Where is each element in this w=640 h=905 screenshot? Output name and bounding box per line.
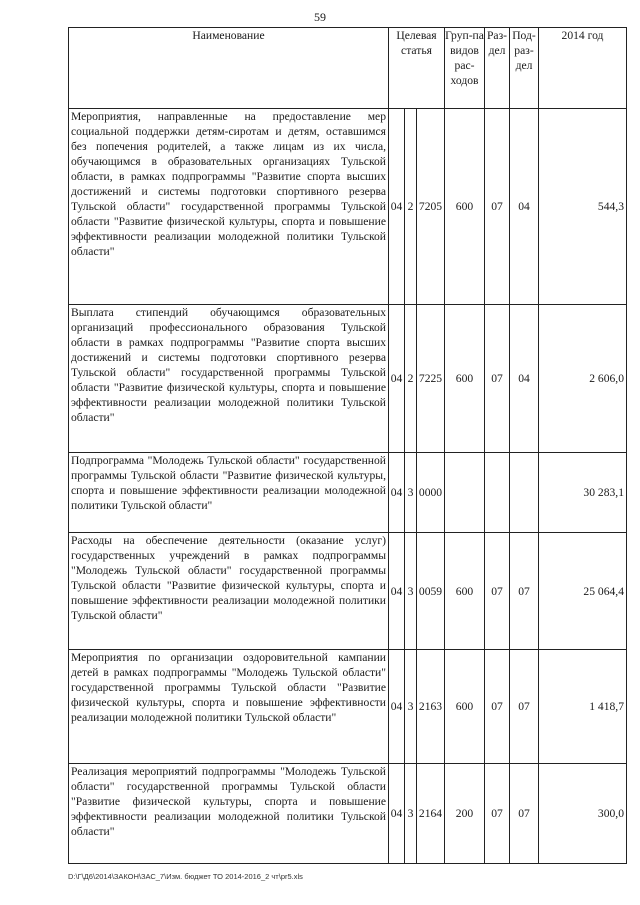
row-name: Реализация мероприятий подпрограммы "Молодежь Тульской области" государственной программы Тульской области "Развитие физической культуры, спорта и повышение эффективности реализации молодежной политики Тульской области" [69, 764, 389, 864]
expense-group: 600 [445, 650, 485, 764]
target-code-3: 2163 [417, 650, 445, 764]
section: 07 [485, 533, 510, 650]
target-code-1: 04 [389, 650, 405, 764]
row-name: Мероприятия по организации оздоровительной кампании детей в рамках подпрограммы "Молодежь Тульской области" государственной программы Тульской области "Развитие физической культуры, спорта и повышение эффективности реализации молодежной политики Тульской области" [69, 650, 389, 764]
amount: 2 606,0 [539, 305, 627, 453]
expense-group: 600 [445, 533, 485, 650]
subsection: 04 [510, 305, 539, 453]
amount: 1 418,7 [539, 650, 627, 764]
section: 07 [485, 109, 510, 305]
subsection [510, 453, 539, 533]
target-code-2: 2 [405, 305, 417, 453]
subsection: 07 [510, 650, 539, 764]
expense-group: 600 [445, 109, 485, 305]
row-name: Мероприятия, направленные на предоставление мер социальной поддержки детям-сиротам и детям, оставшимся без попечения родителей, а также лицам из их числа, обучающимся в образовательных организациях Тульской области, в рамках подпрограммы "Развитие спорта высших достижений и системы подготовки спортивного резерва Тульской области" государственной программы Тульской области "Развитие физической культуры, спорта и повышение эффективности реализации молодежной политики Тульской области" [69, 109, 389, 305]
table-row [69, 533, 627, 650]
amount: 25 064,4 [539, 533, 627, 650]
table-row [69, 650, 627, 764]
expense-group: 600 [445, 305, 485, 453]
header-year: 2014 год [539, 28, 627, 109]
expense-group: 200 [445, 764, 485, 864]
target-code-2: 2 [405, 109, 417, 305]
target-code-3: 7205 [417, 109, 445, 305]
section: 07 [485, 650, 510, 764]
target-code-3: 0000 [417, 453, 445, 533]
row-name: Расходы на обеспечение деятельности (оказание услуг) государственных учреждений в рамках подпрограммы "Молодежь Тульской области" государственной программы Тульской области "Развитие физической культуры, спорта и повышение эффективности реализации молодежной политики Тульской области" [69, 533, 389, 650]
subsection: 07 [510, 764, 539, 864]
row-name: Выплата стипендий обучающимся образовательных организаций профессионального образования Тульской области в рамках подпрограммы "Развитие спорта высших достижений и системы подготовки спортивного резерва Тульской области" государственной программы Тульской области "Развитие физической культуры, спорта и повышение эффективности реализации молодежной политики Тульской области" [69, 305, 389, 453]
header-target-article: Целевая статья [389, 28, 445, 109]
table-row [69, 109, 627, 305]
header-name: Наименование [69, 28, 389, 109]
target-code-1: 04 [389, 305, 405, 453]
target-code-1: 04 [389, 764, 405, 864]
file-path-footer: D:\Г\Д6\2014\ЗАКОН\ЗАС_7\Изм. бюджет ТО 2014-2016_2 чт\pr5.xls [68, 872, 303, 881]
expense-group [445, 453, 485, 533]
target-code-3: 0059 [417, 533, 445, 650]
target-code-3: 2164 [417, 764, 445, 864]
section: 07 [485, 305, 510, 453]
subsection: 04 [510, 109, 539, 305]
target-code-1: 04 [389, 533, 405, 650]
target-code-2: 3 [405, 533, 417, 650]
target-code-1: 04 [389, 453, 405, 533]
page-number: 59 [314, 10, 326, 24]
header-expense-group: Груп-па видов рас-ходов [445, 28, 485, 109]
header-subsection: Под-раз-дел [510, 28, 539, 109]
amount: 300,0 [539, 764, 627, 864]
target-code-1: 04 [389, 109, 405, 305]
table-row [69, 764, 627, 864]
target-code-2: 3 [405, 764, 417, 864]
subsection: 07 [510, 533, 539, 650]
amount: 30 283,1 [539, 453, 627, 533]
amount: 544,3 [539, 109, 627, 305]
section: 07 [485, 764, 510, 864]
row-name: Подпрограмма "Молодежь Тульской области" государственной программы Тульской области "Развитие физической культуры, спорта и повышение эффективности реализации молодежной политики Тульской области" [69, 453, 389, 533]
header-section: Раз-дел [485, 28, 510, 109]
target-code-2: 3 [405, 650, 417, 764]
budget-table [68, 27, 627, 864]
table-row [69, 453, 627, 533]
section [485, 453, 510, 533]
target-code-3: 7225 [417, 305, 445, 453]
table-row [69, 305, 627, 453]
target-code-2: 3 [405, 453, 417, 533]
